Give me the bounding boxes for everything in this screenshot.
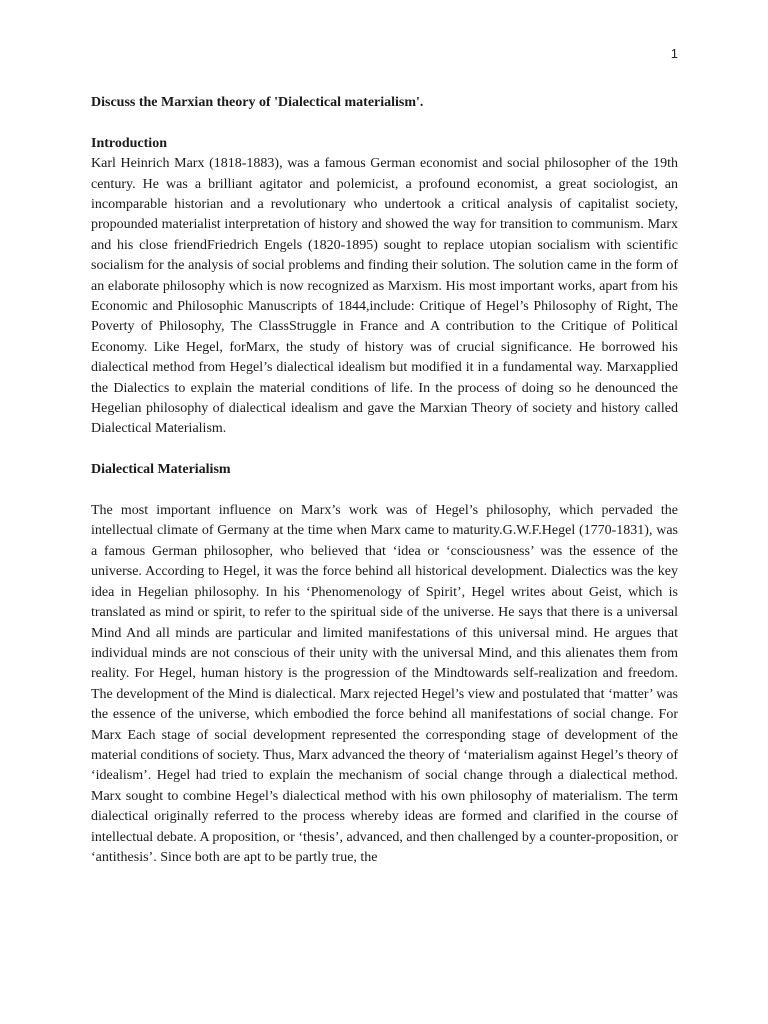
dialectical-materialism-paragraph: The most important influence on Marx’s work was of Hegel’s philosophy, which pervaded the intellectual climate of Germany at the time when Marx came to maturity.G.W.F.Hegel (1770-1831), was a famous German philosopher, who believed that ‘idea or ‘consciousness’ was the essence of the universe. According to Hegel, it was the force behind all historical development. Dialectics was the key idea in Hegelian philosophy. In his ‘Phenomenology of Spirit’, Hegel writes about Geist, which is translated as mind or spirit, to refer to the spiritual side of the universe. He says that there is a universal Mind And all minds are particular and limited manifestations of this universal mind. He argues that individual minds are not conscious of their unity with the universal Mind, and this alienates them from reality. For Hegel, human history is the progression of the Mindtowards self-realization and freedom. The development of the Mind is dialectical. Marx rejected Hegel’s view and postulated that ‘matter’ was the essence of the universe, which embodied the force behind all manifestations of social change. For Marx Each stage of social development represented the corresponding stage of development of the material conditions of society. Thus, Marx advanced the theory of ‘materialism against Hegel’s theory of ‘idealism’. Hegel had tried to explain the mechanism of social change through a dialectical method. Marx sought to combine Hegel’s dialectical method with his own philosophy of materialism. The term dialectical originally referred to the process whereby ideas are formed and clarified in the course of intellectual debate. A proposition, or ‘thesis’, advanced, and then challenged by a counter-proposition, or ‘antithesis’. Since both are apt to be partly true, the (91, 503, 678, 865)
document-body (91, 93, 678, 868)
section-heading-introduction: Introduction (91, 135, 167, 151)
spacer (91, 113, 678, 133)
document-title: Discuss the Marxian theory of 'Dialectical materialism'. (91, 95, 424, 110)
introduction-paragraph: Karl Heinrich Marx (1818-1883), was a famous German economist and social philosopher of the 19th century. He was a brilliant agitator and polemicist, a profound economist, a great sociologist, an incomparable historian and a revolutionary who undertook a critical analysis of capitalist society, propounded materialist interpretation of history and showed the way for transition to communism. Marx and his close friendFriedrich Engels (1820-1895) sought to replace utopian socialism with scientific socialism for the analysis of social problems and finding their solution. The solution came in the form of an elaborate philosophy which is now recognized as Marxism. His most important works, apart from his Economic and Philosophic Manuscripts of 1844,include: Critique of Hegel’s Philosophy of Right, The Poverty of Philosophy, The ClassStruggle in France and A contribution to the Critique of Political Economy. Like Hegel, forMarx, the study of history was of crucial significance. He borrowed his dialectical method from Hegel’s dialectical idealism but modified it in a fundamental way. Marxapplied the Dialectics to explain the material conditions of life. In the process of doing so he denounced the Hegelian philosophy of dialectical idealism and gave the Marxian Theory of society and history called Dialectical Materialism. (91, 156, 678, 437)
page-number: 1 (670, 46, 678, 61)
spacer (91, 481, 678, 501)
spacer (91, 440, 678, 460)
section-heading-dialectical-materialism: Dialectical Materialism (91, 462, 231, 478)
